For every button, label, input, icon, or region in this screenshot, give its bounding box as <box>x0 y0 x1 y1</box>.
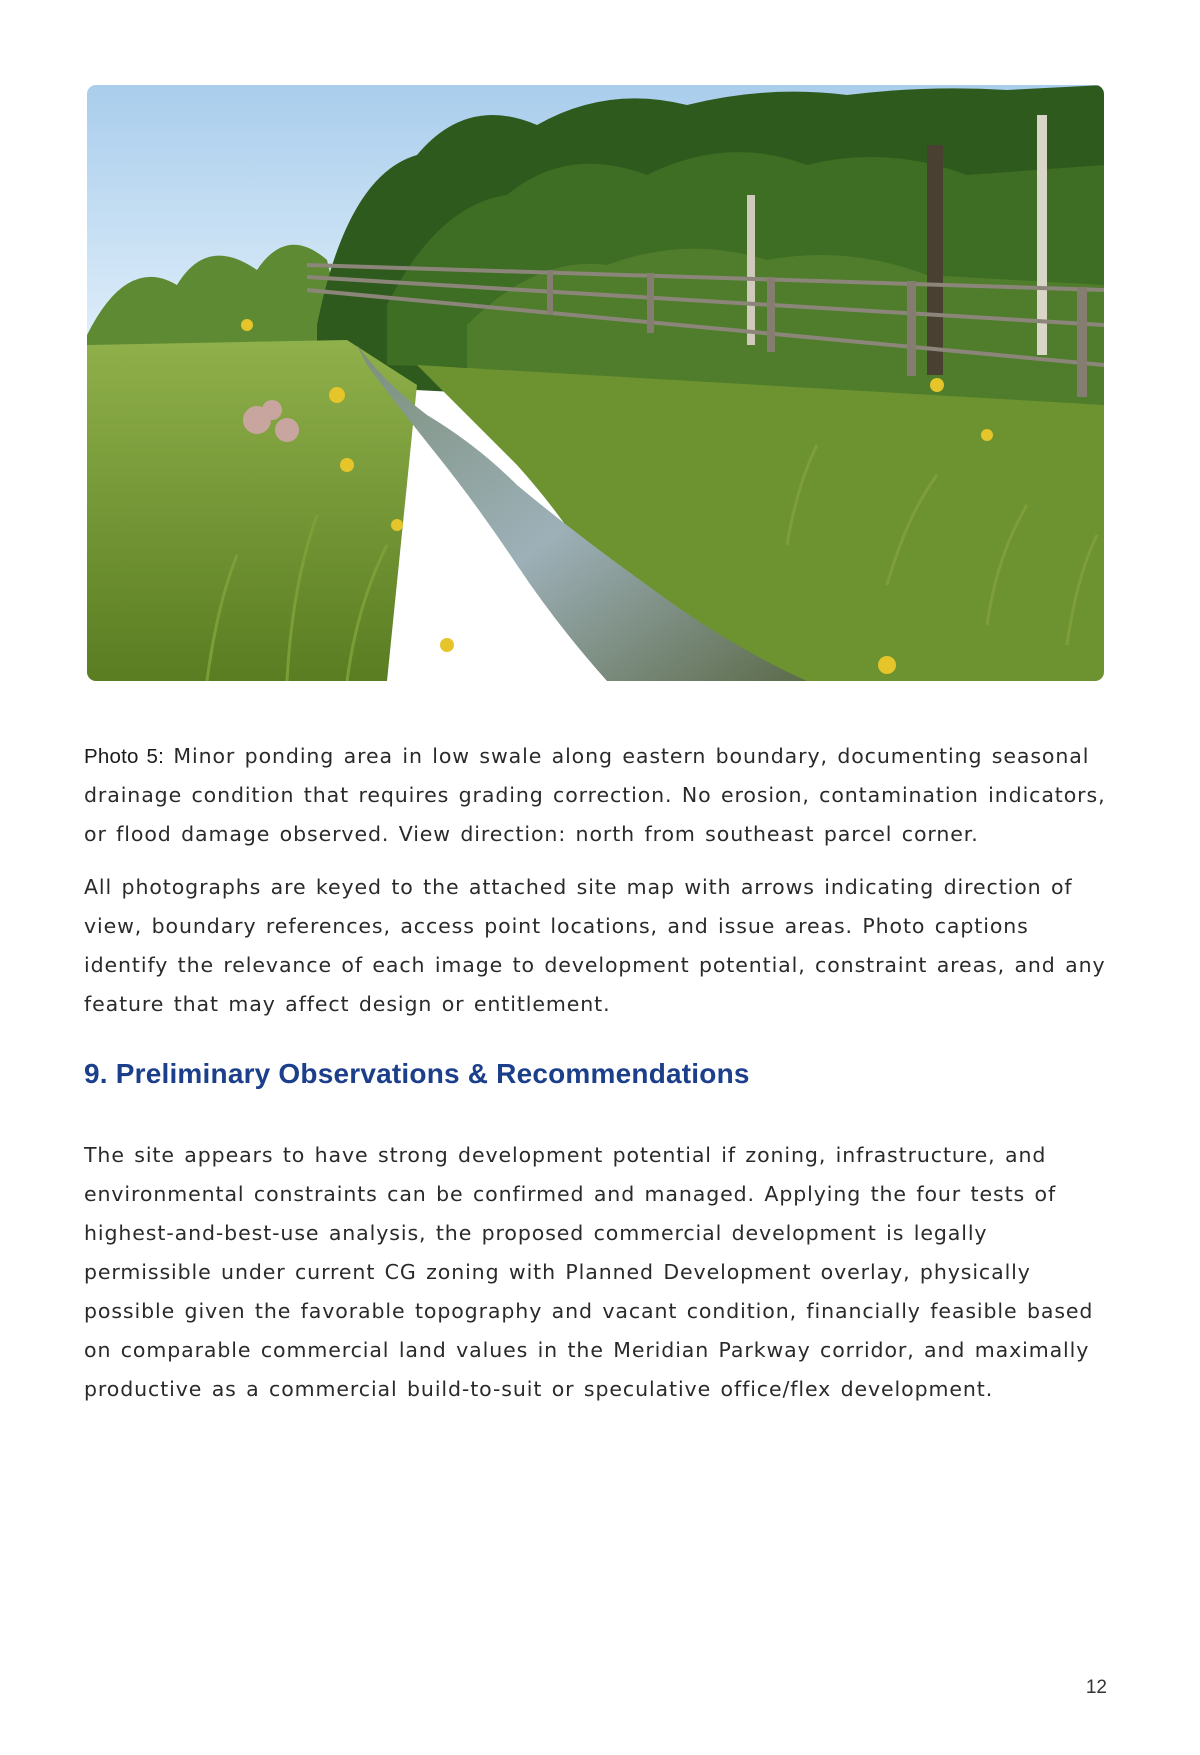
photographs-paragraph: All photographs are keyed to the attached site map with arrows indicating direction of view, boundary references, access point locations, and issue areas. Photo captions identify the relevance of each image to development potential, constraint areas, and any feature that may affect design or entitlement. <box>84 875 1106 1016</box>
site-photo <box>87 85 1104 681</box>
caption-text: Minor ponding area in low swale along eastern boundary, documenting seasonal drainage condition that requires grading correction. No erosion, contamination indicators, or flood damage observed. View direction: north from southeast parcel corner. <box>84 744 1106 846</box>
page-number: 12 <box>1085 1677 1107 1698</box>
caption-label: Photo 5: <box>84 745 164 768</box>
photo-caption <box>84 737 1114 854</box>
observations-paragraph: The site appears to have strong development potential if zoning, infrastructure, and environmental constraints can be confirmed and managed. Applying the four tests of highest-and-best-use analysis, the proposed commercial development is legally permissible under current CG zoning with Planned Development overlay, physically possible given the favorable topography and vacant condition, financially feasible based on comparable commercial land values in the Meridian Parkway corridor, and maximally productive as a commercial build-to-suit or speculative office/flex development. <box>84 1143 1094 1401</box>
section-heading: 9. Preliminary Observations & Recommendations <box>84 1058 750 1089</box>
drainage-swale-illustration <box>87 85 1104 681</box>
